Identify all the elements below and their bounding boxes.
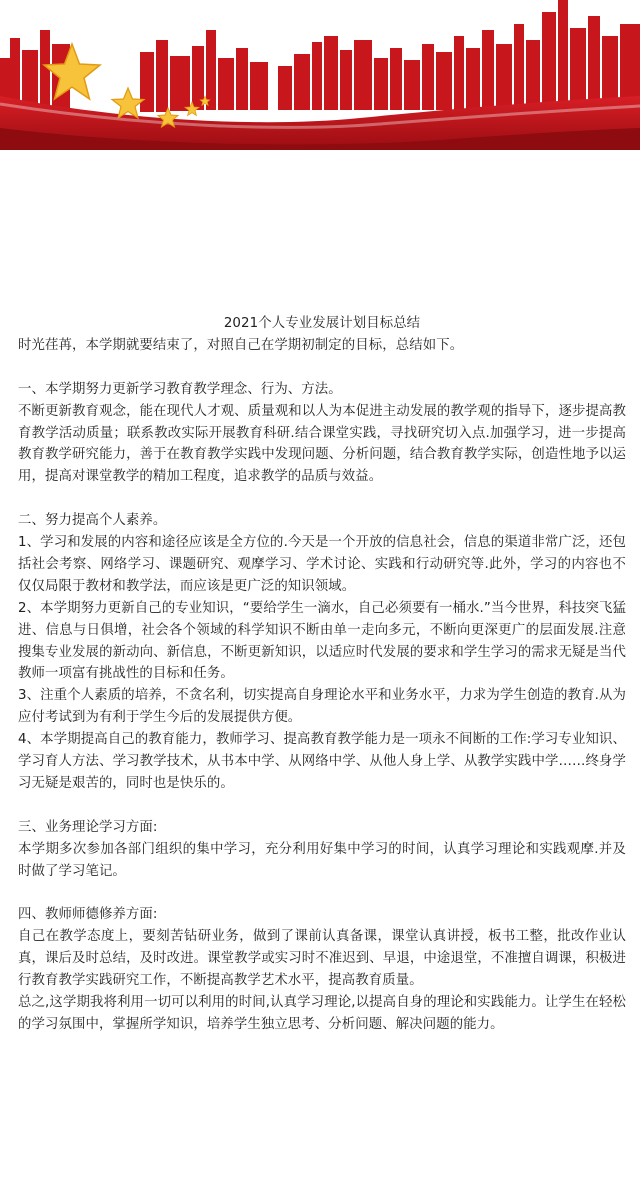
paragraph-spacer [18, 488, 626, 510]
intro-paragraph: 时光荏苒，本学期就要结束了，对照自己在学期初制定的目标，总结如下。 [18, 337, 464, 353]
section-2-item-1: 1、学习和发展的内容和途径应该是全方位的.今天是一个开放的信息社会，信息的渠道非常广泛，还包括社会考察、网络学习、课题研究、观摩学习、学术讨论、实践和行动研究等.此外，学习的内容也不仅仅局限于教材和教学法，而应该是更广泛的知识领域。 [18, 535, 626, 594]
section-4-paragraph: 自己在教学态度上，要刻苦钻研业务，做到了课前认真备课，课堂认真讲授，板书工整，批改作业认真，课后及时总结，及时改进。课堂教学或实习时不准迟到、早退，中途退堂，不准擅自调课，积极进行教育教学实践研究工作，不断提高教学艺术水平，提高教育质量。 [18, 929, 626, 989]
paragraph-spacer [18, 357, 626, 379]
city-skyline-illustration [0, 0, 640, 150]
paragraph-spacer [18, 883, 626, 905]
paragraph-spacer [18, 795, 626, 817]
document-body [18, 313, 626, 1036]
section-2-item-2: 2、本学期努力更新自己的专业知识，“要给学生一滴水，自己必须要有一桶水.”当今世界，科技突飞猛进、信息与日俱增，社会各个领域的科学知识不断由单一走向多元，不断向更深更广的层面发展.注意搜集专业发展的新动向、新信息，不断更新知识，以适应时代发展的要求和学生学习的需求无疑是当代教师一项富有挑战性的目标和任务。 [18, 600, 626, 682]
medium-star-icon [112, 88, 144, 118]
section-2-heading: 二、努力提高个人素养。 [18, 513, 167, 529]
document-title: 2021个人专业发展计划目标总结 [223, 316, 421, 331]
section-1-paragraph: 不断更新教育观念，能在现代人才观、质量观和以人为本促进主动发展的教学观的指导下，逐步提高教育教学活动质量；联系教改实际开展教育科研.结合课堂实践，寻找研究切入点.加强学习，进一步提高教育教学研究能力，善于在教育教学实践中发现问题、分析问题，结合教育教学实际，创造性地予以运用，提高对课堂教学的精加工程度，追求教学的品质与效益。 [18, 403, 626, 485]
section-2-item-3: 3、注重个人素质的培养，不贪名利，切实提高自身理论水平和业务水平，力求为学生创造的教育.从为应付考试到为有利于学生今后的发展提供方便。 [18, 688, 626, 726]
section-1-heading: 一、本学期努力更新学习教育教学理念、行为、方法。 [18, 381, 342, 397]
conclusion-paragraph: 总之,这学期我将利用一切可以利用的时间,认真学习理论,以提高自身的理论和实践能力。让学生在轻松的学习氛围中，掌握所学知识，培养学生独立思考、分析问题、解决问题的能力。 [18, 995, 626, 1032]
section-3-paragraph: 本学期多次参加各部门组织的集中学习，充分利用好集中学习的时间，认真学习理论和实践观摩.并及时做了学习笔记。 [18, 841, 626, 879]
section-2-item-4: 4、本学期提高自己的教育能力，教师学习、提高教育教学能力是一项永不间断的工作:学习专业知识、学习育人方法、学习教学技术，从书本中学、从网络中学、从他人身上学、从教学实践中学……终身学习无疑是艰苦的，同时也是快乐的。 [18, 732, 626, 791]
section-4-heading: 四、教师师德修养方面: [18, 907, 158, 923]
section-3-heading: 三、业务理论学习方面: [18, 819, 158, 835]
header-banner [0, 0, 640, 150]
